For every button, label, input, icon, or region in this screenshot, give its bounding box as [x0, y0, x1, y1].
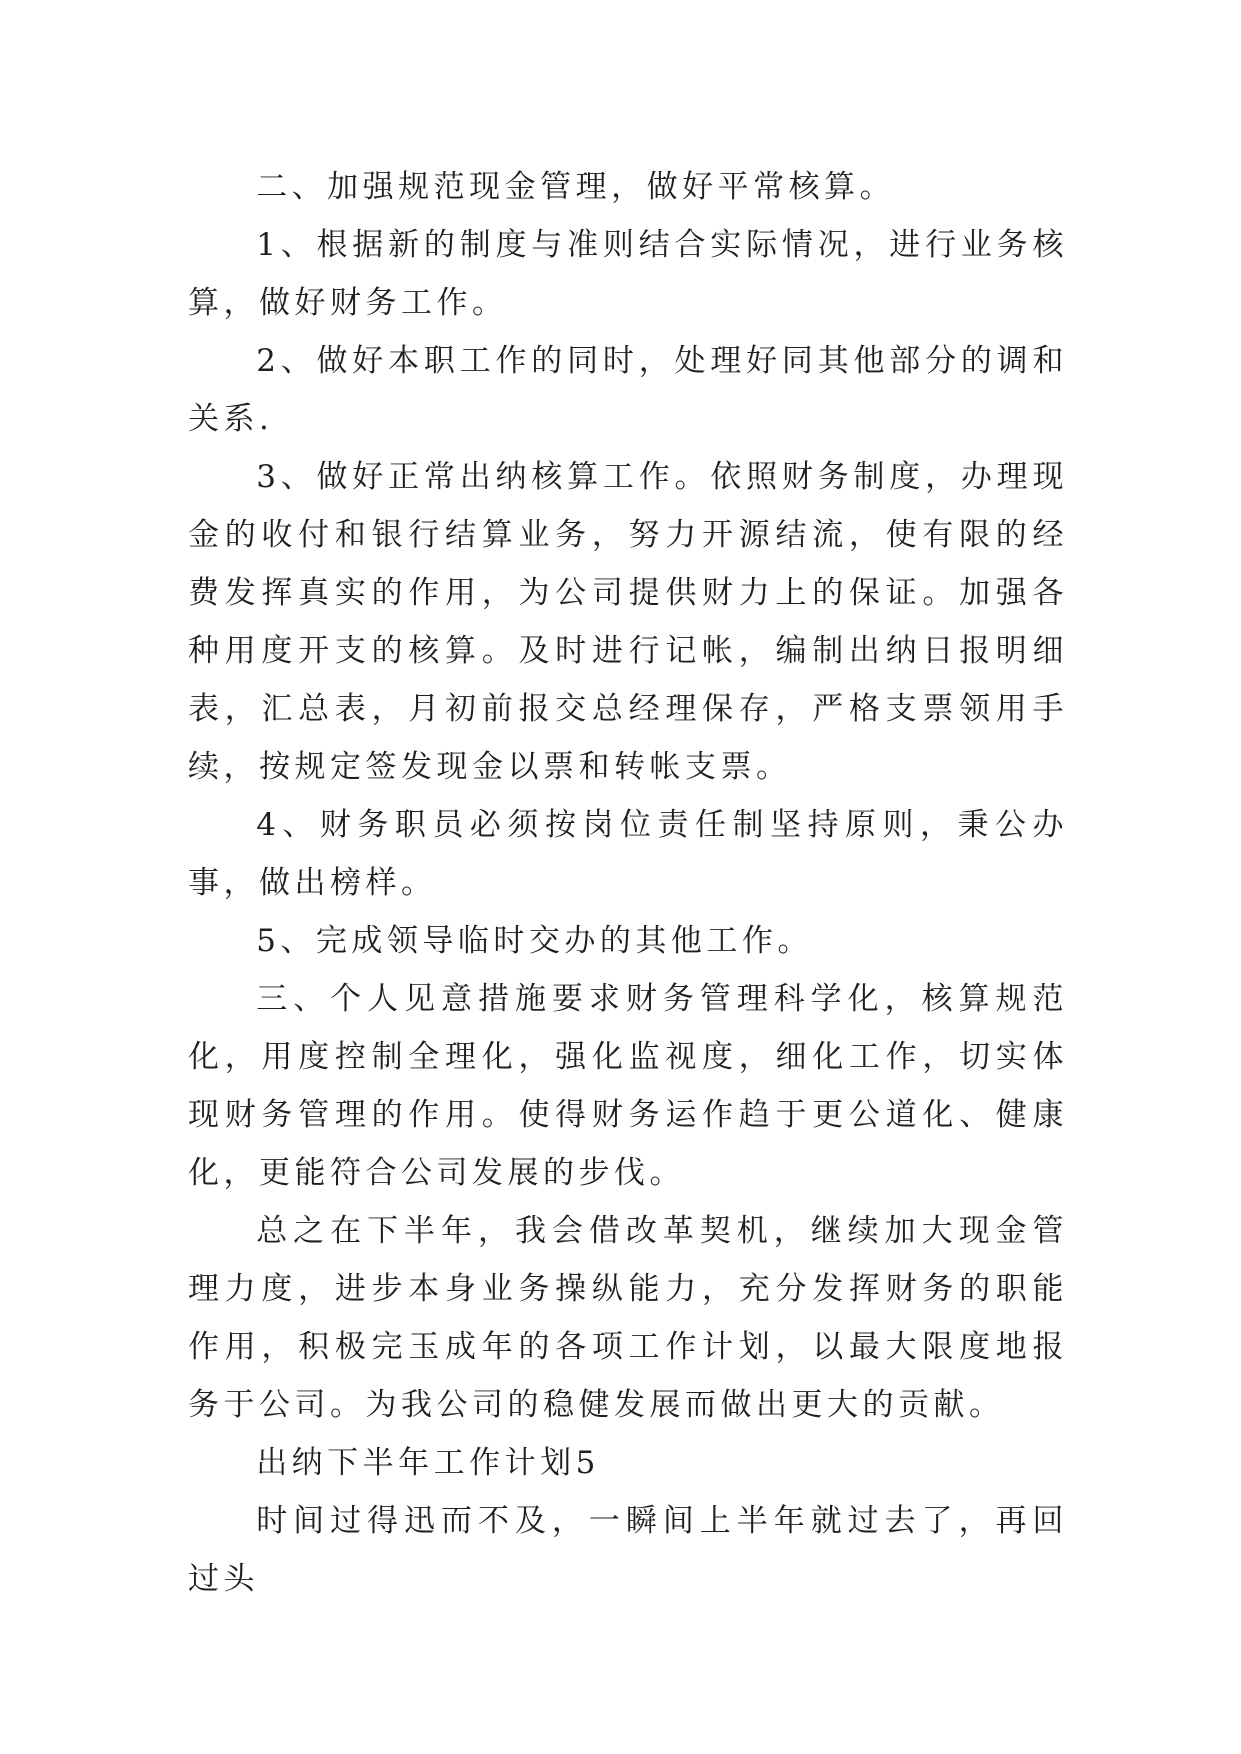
paragraph-summary: 总之在下半年，我会借改革契机，继续加大现金管理力度，进步本身业务操纵能力，充分发挥财务的职能作用，积极完玉成年的各项工作计划，以最大限度地报务于公司。为我公司的稳健发展而做出更大的贡献。: [188, 1213, 1068, 1423]
paragraph-item-2: 2、做好本职工作的同时，处理好同其他部分的调和关系.: [188, 343, 1068, 437]
paragraph-item-4: 4、财务职员必须按岗位责任制坚持原则，秉公办事，做出榜样。: [188, 807, 1068, 901]
paragraph-item-3: 3、做好正常出纳核算工作。依照财务制度，办理现金的收付和银行结算业务，努力开源结流，使有限的经费发挥真实的作用，为公司提供财力上的保证。加强各种用度开支的核算。及时进行记帐，编制出纳日报明细表，汇总表，月初前报交总经理保存，严格支票领用手续，按规定签发现金以票和转帐支票。: [188, 459, 1068, 785]
document-body: [188, 158, 1068, 1608]
section-heading-cash-management: 二、加强规范现金管理，做好平常核算。: [256, 169, 896, 205]
paragraph-item-5: 5、完成领导临时交办的其他工作。: [256, 923, 813, 959]
paragraph-item-1: 1、根据新的制度与准则结合实际情况，进行业务核算，做好财务工作。: [188, 227, 1068, 321]
paragraph-intro: 时间过得迅而不及，一瞬间上半年就过去了，再回过头: [188, 1503, 1068, 1597]
section-personal-suggestions: 三、个人见意措施要求财务管理科学化，核算规范化，用度控制全理化，强化监视度，细化工作，切实体现财务管理的作用。使得财务运作趋于更公道化、健康化，更能符合公司发展的步伐。: [188, 981, 1068, 1191]
plan-title-5: 出纳下半年工作计划5: [256, 1445, 600, 1481]
